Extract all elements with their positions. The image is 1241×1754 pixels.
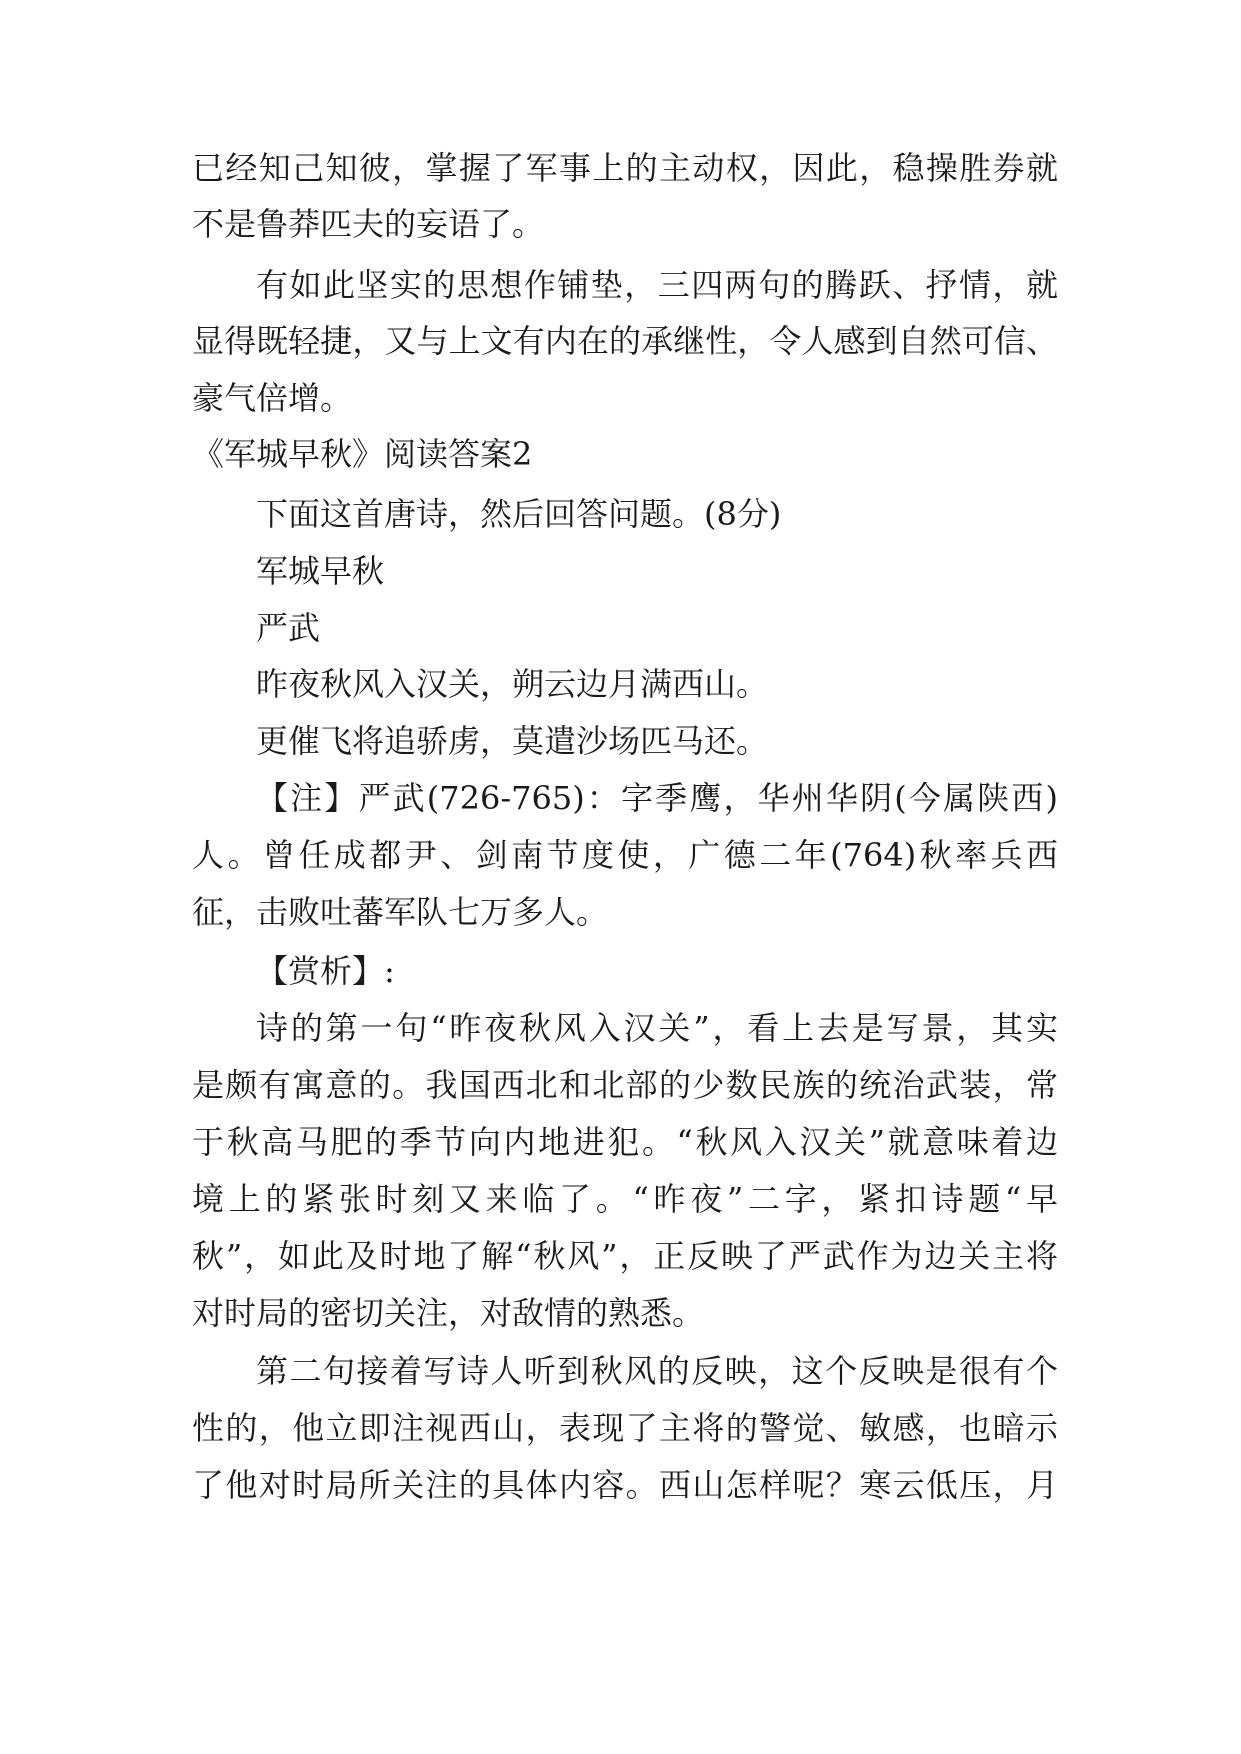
poem-line-2: 更催飞将追骄虏，莫遣沙场匹马还。 [256,722,769,760]
text-line-20: 秋”，如此及时地了解“秋风”，正反映了严武作为边关主将 [192,1237,1058,1275]
note-line-2: 人。曾任成都尹、剑南节度使，广德二年(764)秋率兵西 [192,836,1058,874]
text-line-19: 境上的紧张时刻又来临了。“昨夜”二字，紧扣诗题“早 [192,1180,1058,1218]
section-heading: 《军城早秋》阅读答案2 [192,435,533,473]
poem-author: 严武 [256,609,321,647]
poem-line-1: 昨夜秋风入汉关，朔云边月满西山。 [256,665,769,703]
text-line-17: 是颇有寓意的。我国西北和北部的少数民族的统治武装，常 [192,1066,1058,1104]
text-line-4: 显得既轻捷，又与上文有内在的承继性，令人感到自然可信、 [192,322,1058,360]
text-line-22: 第二句接着写诗人听到秋风的反映，这个反映是很有个 [256,1352,1058,1390]
text-line-1: 已经知己知彼，掌握了军事上的主动权，因此，稳操胜券就 [192,149,1058,187]
text-line-16: 诗的第一句“昨夜秋风入汉关”，看上去是写景，其实 [256,1009,1058,1047]
text-line-21: 对时局的密切关注，对敌情的熟悉。 [192,1294,705,1332]
text-line-7: 下面这首唐诗，然后回答问题。(8分) [256,495,782,533]
text-line-3: 有如此坚实的思想作铺垫，三四两句的腾跃、抒情，就 [256,266,1058,304]
note-line-1: 【注】严武(726-765)：字季鹰，华州华阴(今属陕西) [256,779,1058,817]
text-line-23: 性的，他立即注视西山，表现了主将的警觉、敏感，也暗示 [192,1409,1058,1447]
appreciation-label: 【赏析】: [256,952,395,990]
text-line-24: 了他对时局所关注的具体内容。西山怎样呢？寒云低压，月 [192,1466,1058,1504]
text-line-2: 不是鲁莽匹夫的妄语了。 [192,205,545,243]
note-line-3: 征，击败吐蕃军队七万多人。 [192,893,609,931]
text-line-18: 于秋高马肥的季节向内地进犯。“秋风入汉关”就意味着边 [192,1123,1058,1161]
poem-title: 军城早秋 [256,552,385,590]
text-line-5: 豪气倍增。 [192,379,353,417]
